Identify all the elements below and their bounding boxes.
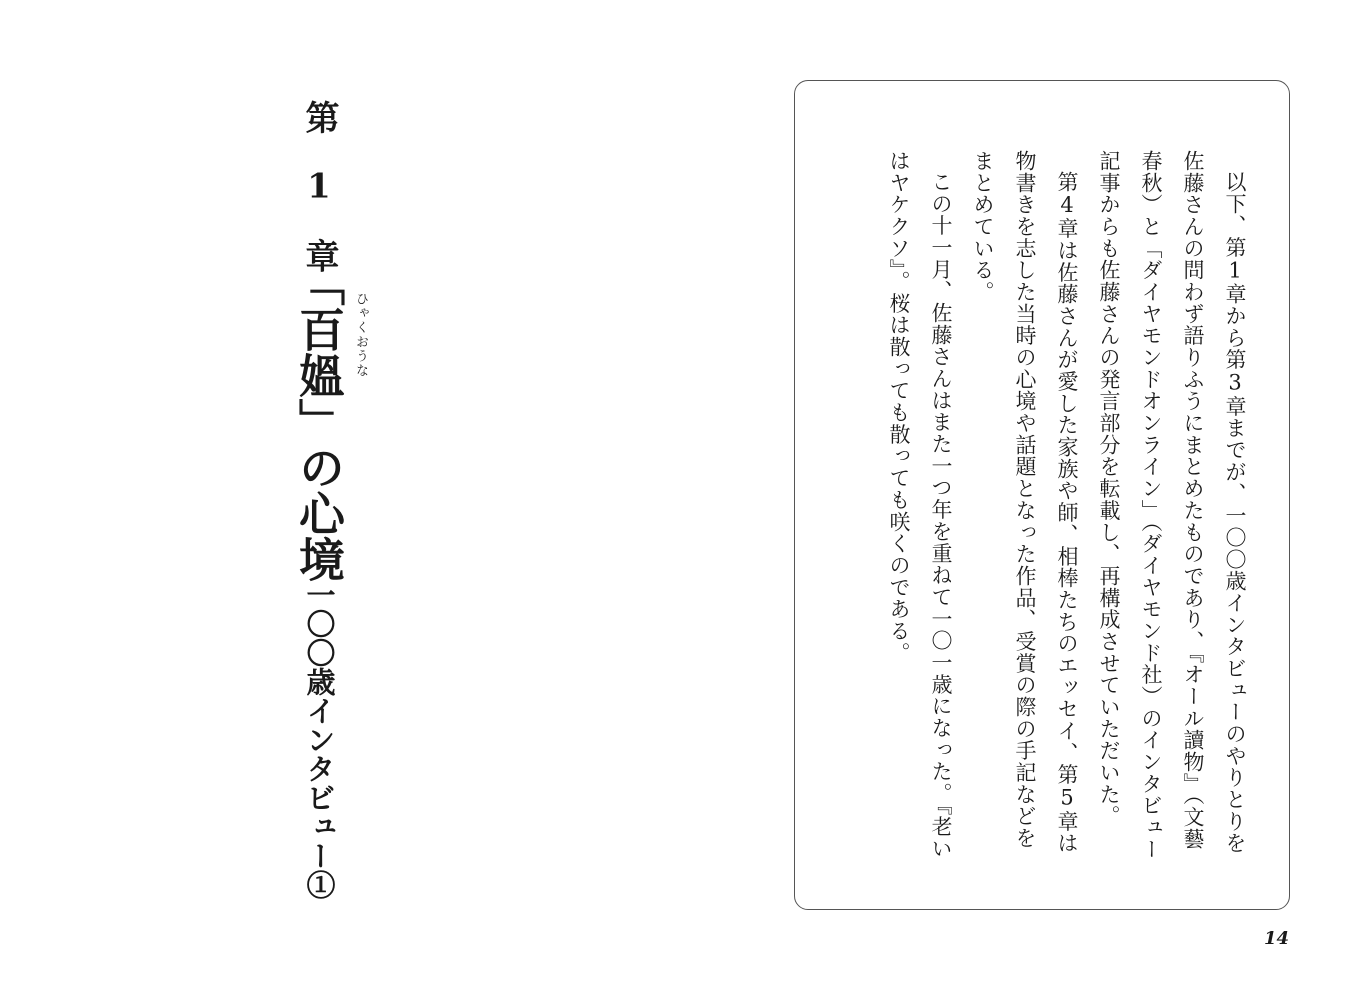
chapter-subtitle: 一〇〇歳インタビュー①: [302, 580, 337, 899]
chapter-title-page: [0, 0, 675, 1000]
title-ruby-reading: ひゃくおうな: [353, 292, 368, 378]
note-paragraph-1: 以下、第1章から第3章までが、一〇〇歳インタビューのやりとりを佐藤さんの問わず語りふうにまとめたものであり、『オール讀物』（文藝春秋）と「ダイヤモンドオンライン」（ダイヤモンド社）のインタビュー記事からも佐藤さんの発言部分を転載し、再構成させていただいた。: [1097, 150, 1247, 861]
chapter-title: 「百媼」の心境: [292, 260, 346, 582]
note-page: [676, 0, 1351, 1000]
page-number: 14: [1264, 928, 1290, 949]
chapter-heading: [284, 100, 354, 899]
note-paragraph-3: この十一月、佐藤さんはまた一つ年を重ねて一〇一歳になった。『老いはヤケクソ』。桜は散っても散っても咲くのである。: [887, 150, 953, 860]
note-paragraph-2: 第4章は佐藤さんが愛した家族や師、相棒たちのエッセイ、第5章は物書きを志した当時の心境や話題となった作品、受賞の際の手記などをまとめている。: [971, 150, 1079, 855]
note-text: [826, 150, 1256, 870]
chapter-number: 第1章: [299, 100, 339, 305]
